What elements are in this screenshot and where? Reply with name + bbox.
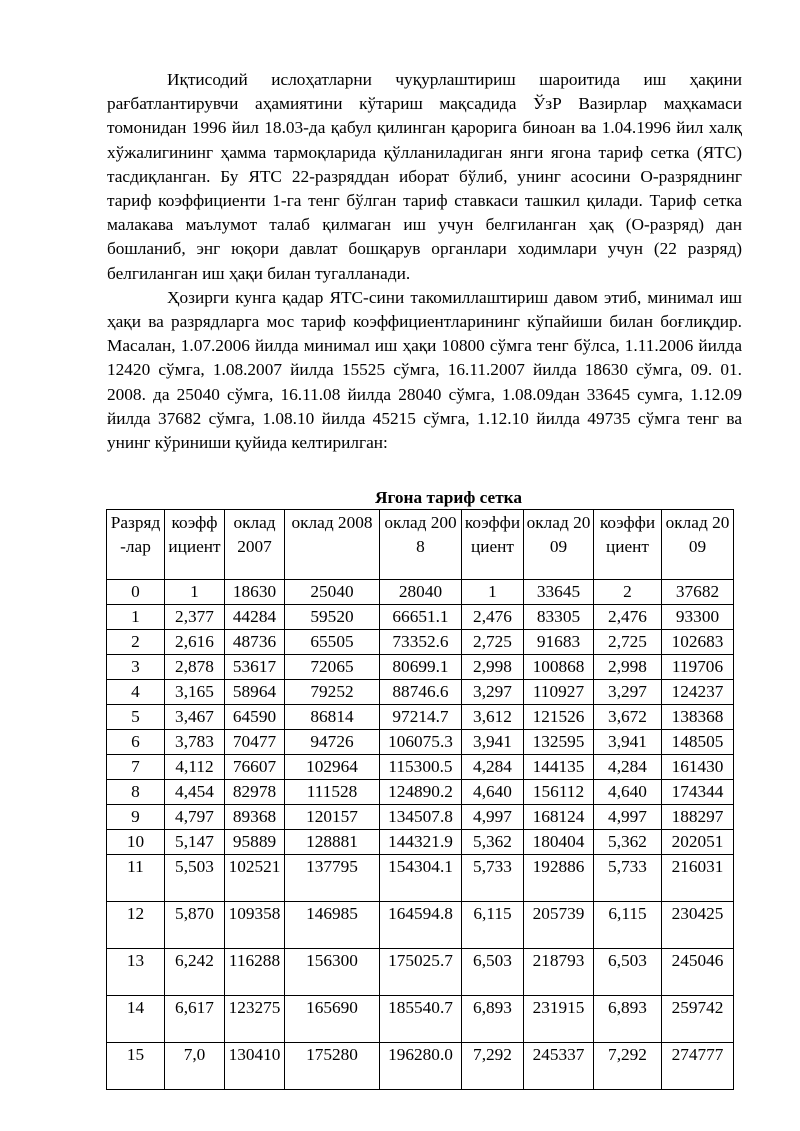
table-body bbox=[107, 510, 734, 1090]
table-cell: 134507.8 bbox=[380, 805, 462, 830]
table-cell: 218793 bbox=[524, 949, 594, 996]
table-cell: 4,454 bbox=[165, 780, 225, 805]
table-cell: 28040 bbox=[380, 580, 462, 605]
table-cell: 132595 bbox=[524, 730, 594, 755]
table-cell: 148505 bbox=[662, 730, 734, 755]
table-cell: 53617 bbox=[225, 655, 285, 680]
table-cell: 230425 bbox=[662, 902, 734, 949]
table-cell: 123275 bbox=[225, 996, 285, 1043]
header-cell: оклад 2008 bbox=[380, 510, 462, 580]
table-cell: 130410 bbox=[225, 1043, 285, 1090]
header-cell: оклад 2007 bbox=[225, 510, 285, 580]
body-text bbox=[107, 68, 742, 455]
table-cell: 5,733 bbox=[594, 855, 662, 902]
table-cell: 0 bbox=[107, 580, 165, 605]
table-row bbox=[107, 605, 734, 630]
table-cell: 137795 bbox=[285, 855, 380, 902]
table-cell: 70477 bbox=[225, 730, 285, 755]
header-cell: оклад 2008 bbox=[285, 510, 380, 580]
table-row bbox=[107, 830, 734, 855]
table-cell: 192886 bbox=[524, 855, 594, 902]
table-cell: 174344 bbox=[662, 780, 734, 805]
table-cell: 102521 bbox=[225, 855, 285, 902]
table-cell: 3,783 bbox=[165, 730, 225, 755]
table-cell: 119706 bbox=[662, 655, 734, 680]
table-cell: 144135 bbox=[524, 755, 594, 780]
header-cell: коэффициент bbox=[165, 510, 225, 580]
table-row bbox=[107, 705, 734, 730]
table-cell: 65505 bbox=[285, 630, 380, 655]
table-cell: 1 bbox=[107, 605, 165, 630]
table-row bbox=[107, 630, 734, 655]
table-cell: 102683 bbox=[662, 630, 734, 655]
table-cell: 6,503 bbox=[594, 949, 662, 996]
table-cell: 6,115 bbox=[594, 902, 662, 949]
table-cell: 10 bbox=[107, 830, 165, 855]
table-cell: 7 bbox=[107, 755, 165, 780]
paragraph-1: Иқтисодий ислоҳатларни чуқурлаштириш шароитида иш ҳақини рағбатлантирувчи аҳамиятини кўтариш мақсадида ЎзР Вазирлар маҳкамаси томонидан 1996 йил 18.03-да қабул қилинган қарорига биноан ва 1.04.1996 йил халқ хўжалигининг ҳамма тармоқларида қўлланиладиган янги ягона тариф сетка (ЯТС) тасдиқланган. Бу ЯТС 22-разряддан иборат бўлиб, унинг асосини О-разряднинг тариф коэффициенти 1-га тенг бўлган тариф ставкаси ташкил қилади. Тариф сетка малакава маълумот талаб қилмаган иш учун белгиланган ҳақ (О-разряд) дан бошланиб, энг юқори давлат бошқарув органлари ходимлари учун (22 разряд) белгиланган иш ҳақи билан тугалланади. bbox=[107, 70, 742, 283]
table-cell: 138368 bbox=[662, 705, 734, 730]
table-cell: 33645 bbox=[524, 580, 594, 605]
table-cell: 5,362 bbox=[594, 830, 662, 855]
table-cell: 5,147 bbox=[165, 830, 225, 855]
table-cell: 245337 bbox=[524, 1043, 594, 1090]
table-cell: 12 bbox=[107, 902, 165, 949]
table-cell: 5,503 bbox=[165, 855, 225, 902]
table-cell: 7,292 bbox=[462, 1043, 524, 1090]
table-cell: 79252 bbox=[285, 680, 380, 705]
table-row bbox=[107, 902, 734, 949]
table-cell: 121526 bbox=[524, 705, 594, 730]
table-cell: 6,893 bbox=[462, 996, 524, 1043]
table-cell: 25040 bbox=[285, 580, 380, 605]
table-cell: 216031 bbox=[662, 855, 734, 902]
table-cell: 120157 bbox=[285, 805, 380, 830]
table-cell: 59520 bbox=[285, 605, 380, 630]
table-cell: 5,362 bbox=[462, 830, 524, 855]
table-cell: 188297 bbox=[662, 805, 734, 830]
table-row bbox=[107, 680, 734, 705]
table-cell: 231915 bbox=[524, 996, 594, 1043]
table-row bbox=[107, 755, 734, 780]
table-cell: 6,242 bbox=[165, 949, 225, 996]
table-cell: 4 bbox=[107, 680, 165, 705]
table-cell: 1 bbox=[462, 580, 524, 605]
tariff-table bbox=[106, 509, 734, 1090]
table-cell: 2,998 bbox=[594, 655, 662, 680]
header-cell: оклад 2009 bbox=[662, 510, 734, 580]
table-cell: 94726 bbox=[285, 730, 380, 755]
table-row bbox=[107, 949, 734, 996]
table-cell: 164594.8 bbox=[380, 902, 462, 949]
table-cell: 154304.1 bbox=[380, 855, 462, 902]
table-cell: 4,640 bbox=[594, 780, 662, 805]
table-cell: 91683 bbox=[524, 630, 594, 655]
table-cell: 80699.1 bbox=[380, 655, 462, 680]
table-cell: 109358 bbox=[225, 902, 285, 949]
table-cell: 3,612 bbox=[462, 705, 524, 730]
table-cell: 111528 bbox=[285, 780, 380, 805]
table-cell: 102964 bbox=[285, 755, 380, 780]
table-cell: 196280.0 bbox=[380, 1043, 462, 1090]
table-cell: 64590 bbox=[225, 705, 285, 730]
table-cell: 202051 bbox=[662, 830, 734, 855]
header-cell: коэффициент bbox=[462, 510, 524, 580]
table-cell: 259742 bbox=[662, 996, 734, 1043]
table-cell: 2 bbox=[594, 580, 662, 605]
table-cell: 185540.7 bbox=[380, 996, 462, 1043]
table-cell: 89368 bbox=[225, 805, 285, 830]
table-cell: 95889 bbox=[225, 830, 285, 855]
table-cell: 156300 bbox=[285, 949, 380, 996]
table-cell: 86814 bbox=[285, 705, 380, 730]
table-cell: 175280 bbox=[285, 1043, 380, 1090]
table-row bbox=[107, 780, 734, 805]
table-cell: 110927 bbox=[524, 680, 594, 705]
table-cell: 161430 bbox=[662, 755, 734, 780]
table-cell: 100868 bbox=[524, 655, 594, 680]
table-cell: 48736 bbox=[225, 630, 285, 655]
table-cell: 37682 bbox=[662, 580, 734, 605]
table-cell: 3,941 bbox=[594, 730, 662, 755]
table-cell: 116288 bbox=[225, 949, 285, 996]
table-cell: 15 bbox=[107, 1043, 165, 1090]
table-cell: 44284 bbox=[225, 605, 285, 630]
table-cell: 2,725 bbox=[594, 630, 662, 655]
table-cell: 3,165 bbox=[165, 680, 225, 705]
table-cell: 58964 bbox=[225, 680, 285, 705]
header-cell: коэффициент bbox=[594, 510, 662, 580]
table-cell: 5,870 bbox=[165, 902, 225, 949]
table-cell: 3,467 bbox=[165, 705, 225, 730]
table-cell: 2,377 bbox=[165, 605, 225, 630]
table-row bbox=[107, 655, 734, 680]
table-cell: 205739 bbox=[524, 902, 594, 949]
table-cell: 2,616 bbox=[165, 630, 225, 655]
table-cell: 2,725 bbox=[462, 630, 524, 655]
table-cell: 66651.1 bbox=[380, 605, 462, 630]
table-cell: 88746.6 bbox=[380, 680, 462, 705]
table-cell: 156112 bbox=[524, 780, 594, 805]
table-cell: 3,297 bbox=[594, 680, 662, 705]
table-cell: 4,284 bbox=[594, 755, 662, 780]
table-header-row bbox=[107, 510, 734, 580]
table-cell: 6,893 bbox=[594, 996, 662, 1043]
table-cell: 6,503 bbox=[462, 949, 524, 996]
table-cell: 124890.2 bbox=[380, 780, 462, 805]
table-cell: 165690 bbox=[285, 996, 380, 1043]
table-cell: 5,733 bbox=[462, 855, 524, 902]
table-cell: 2,878 bbox=[165, 655, 225, 680]
table-cell: 274777 bbox=[662, 1043, 734, 1090]
table-cell: 73352.6 bbox=[380, 630, 462, 655]
table-cell: 2,998 bbox=[462, 655, 524, 680]
table-cell: 9 bbox=[107, 805, 165, 830]
table-row bbox=[107, 1043, 734, 1090]
table-cell: 72065 bbox=[285, 655, 380, 680]
table-cell: 2,476 bbox=[462, 605, 524, 630]
table-cell: 4,997 bbox=[594, 805, 662, 830]
table-cell: 2,476 bbox=[594, 605, 662, 630]
table-cell: 6 bbox=[107, 730, 165, 755]
table-cell: 82978 bbox=[225, 780, 285, 805]
table-cell: 14 bbox=[107, 996, 165, 1043]
table-cell: 1 bbox=[165, 580, 225, 605]
table-cell: 6,115 bbox=[462, 902, 524, 949]
table-cell: 7,292 bbox=[594, 1043, 662, 1090]
header-cell: оклад 2009 bbox=[524, 510, 594, 580]
paragraph-2: Ҳозирги кунга қадар ЯТС-сини такомиллаштириш давом этиб, минимал иш ҳақи ва разрядларга мос тариф коэффициентларининг кўпайиши билан боғлиқдир. Масалан, 1.07.2006 йилда минимал иш ҳақи 10800 сўмга тенг бўлса, 1.11.2006 йилда 12420 сўмга, 1.08.2007 йилда 15525 сўмга, 16.11.2007 йилда 18630 сўмга, 09. 01. 2008. да 25040 сўмга, 16.11.08 йилда 28040 сўмга, 1.08.09дан 33645 сумга, 1.12.09 йилда 37682 сўмга, 1.08.10 йилда 45215 сўмга, 1.12.10 йилда 49735 сўмга тенг ва унинг кўриниши қуйида келтирилган: bbox=[107, 287, 742, 453]
table-cell: 144321.9 bbox=[380, 830, 462, 855]
table-row bbox=[107, 730, 734, 755]
table-cell: 5 bbox=[107, 705, 165, 730]
table-cell: 115300.5 bbox=[380, 755, 462, 780]
table-cell: 6,617 bbox=[165, 996, 225, 1043]
table-cell: 4,640 bbox=[462, 780, 524, 805]
table-cell: 4,997 bbox=[462, 805, 524, 830]
table-cell: 4,284 bbox=[462, 755, 524, 780]
table-cell: 8 bbox=[107, 780, 165, 805]
table-cell: 124237 bbox=[662, 680, 734, 705]
table-cell: 4,797 bbox=[165, 805, 225, 830]
table-title: Ягона тариф сетка bbox=[375, 488, 523, 507]
table-cell: 3,941 bbox=[462, 730, 524, 755]
header-cell: Разряд-лар bbox=[107, 510, 165, 580]
table-cell: 13 bbox=[107, 949, 165, 996]
table-cell: 4,112 bbox=[165, 755, 225, 780]
table-cell: 18630 bbox=[225, 580, 285, 605]
table-cell: 128881 bbox=[285, 830, 380, 855]
table-cell: 3,672 bbox=[594, 705, 662, 730]
table-cell: 175025.7 bbox=[380, 949, 462, 996]
table-cell: 97214.7 bbox=[380, 705, 462, 730]
table-cell: 2 bbox=[107, 630, 165, 655]
table-cell: 245046 bbox=[662, 949, 734, 996]
table-cell: 168124 bbox=[524, 805, 594, 830]
table-cell: 3 bbox=[107, 655, 165, 680]
table-row bbox=[107, 805, 734, 830]
table-cell: 93300 bbox=[662, 605, 734, 630]
table-cell: 76607 bbox=[225, 755, 285, 780]
table-cell: 83305 bbox=[524, 605, 594, 630]
table-cell: 146985 bbox=[285, 902, 380, 949]
table-cell: 11 bbox=[107, 855, 165, 902]
table-row bbox=[107, 855, 734, 902]
table-cell: 180404 bbox=[524, 830, 594, 855]
table-cell: 3,297 bbox=[462, 680, 524, 705]
table-cell: 106075.3 bbox=[380, 730, 462, 755]
table-row bbox=[107, 580, 734, 605]
table-cell: 7,0 bbox=[165, 1043, 225, 1090]
table-row bbox=[107, 996, 734, 1043]
